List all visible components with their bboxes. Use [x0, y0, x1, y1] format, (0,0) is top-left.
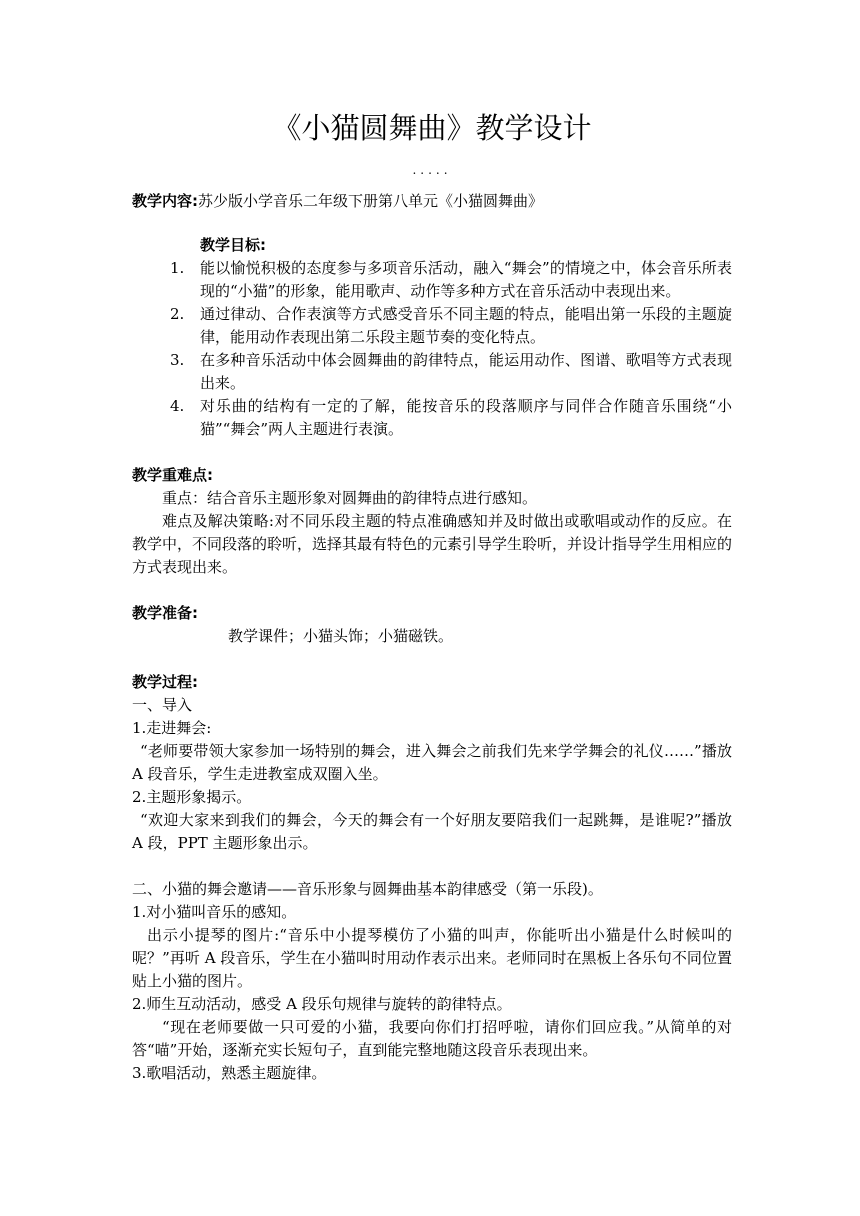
objective-item [132, 303, 732, 349]
preparation-text: 教学课件；小猫头饰；小猫磁铁。 [228, 627, 454, 645]
objective-item [132, 395, 732, 441]
section-1-step-2-title: 2.主题形象揭示。 [132, 788, 252, 806]
document-title: 《小猫圆舞曲》教学设计 [272, 111, 592, 145]
section-2-step-2-title: 2.师生互动活动，感受 A 段乐句规律与旋转的韵律特点。 [132, 995, 512, 1013]
objectives-heading: 教学目标: [200, 236, 266, 254]
section-1-step-2-text: “欢迎大家来到我们的舞会，今天的舞会有一个好朋友要陪我们一起跳舞，是谁呢?”播放 A 段，PPT 主题形象出示。 [132, 811, 732, 852]
objective-number: 2. [170, 305, 185, 323]
key-points-heading: 教学重难点: [132, 466, 213, 484]
preparation-heading: 教学准备: [132, 604, 198, 622]
objective-text: 对乐曲的结构有一定的了解，能按音乐的段落顺序与同伴合作随音乐围绕“小猫”“舞会”两人主题进行表演。 [200, 397, 732, 438]
section-1-step-1-text: “老师要带领大家参加一场特别的舞会，进入舞会之前我们先来学学舞会的礼仪……”播放 A 段音乐，学生走进教室成双圈入坐。 [132, 742, 732, 783]
objective-number: 1. [170, 259, 185, 277]
objective-text: 能以愉悦积极的态度参与多项音乐活动，融入“舞会”的情境之中，体会音乐所表现的“小猫”的形象，能用歌声、动作等多种方式在音乐活动中表现出来。 [200, 259, 732, 300]
objective-text: 通过律动、合作表演等方式感受音乐不同主题的特点，能唱出第一乐段的主题旋律，能用动作表现出第二乐段主题节奏的变化特点。 [200, 305, 732, 346]
teaching-content-value: 苏少版小学音乐二年级下册第八单元《小猫圆舞曲》 [198, 192, 544, 210]
section-1-title: 一、导入 [132, 696, 193, 714]
section-2-step-1-title: 1.对小猫叫音乐的感知。 [132, 903, 297, 921]
key-difficulty: 难点及解决策略:对不同乐段主题的特点准确感知并及时做出或歌唱或动作的反应。在教学中，不同段落的聆听，选择其最有特色的元素引导学生聆听，并设计指导学生用相应的方式表现出来。 [132, 512, 733, 576]
key-focus: 重点：结合音乐主题形象对圆舞曲的韵律特点进行感知。 [162, 489, 538, 507]
section-2-title: 二、小猫的舞会邀请——音乐形象与圆舞曲基本韵律感受（第一乐段)。 [132, 880, 603, 898]
section-2-step-2-text: “现在老师要做一只可爱的小猫，我要向你们打招呼啦，请你们回应我。”从简单的对答“喵”开始，逐渐充实长短句子，直到能完整地随这段音乐表现出来。 [132, 1018, 732, 1059]
objective-number: 4. [170, 397, 185, 415]
objective-item [132, 349, 732, 395]
section-2-step-3-title: 3.歌唱活动，熟悉主题旋律。 [132, 1064, 327, 1082]
objective-number: 3. [170, 351, 185, 369]
document-body [132, 190, 732, 1085]
teaching-content [132, 190, 732, 213]
teaching-content-label: 教学内容: [132, 192, 198, 210]
section-1-step-1-title: 1.走进舞会: [132, 719, 212, 737]
section-2-step-1-text: 出示小提琴的图片:“音乐中小提琴模仿了小猫的叫声，你能听出小猫是什么时候叫的呢？”再听 A 段音乐，学生在小猫叫时用动作表示出来。老师同时在黑板上各乐句不同位置贴上小猫的图片。 [132, 926, 732, 990]
objective-text: 在多种音乐活动中体会圆舞曲的韵律特点，能运用动作、图谱、歌唱等方式表现出来。 [200, 351, 732, 392]
objective-item [132, 257, 732, 303]
process-heading: 教学过程: [132, 673, 198, 691]
title-separator-dots: ..... [412, 163, 452, 177]
